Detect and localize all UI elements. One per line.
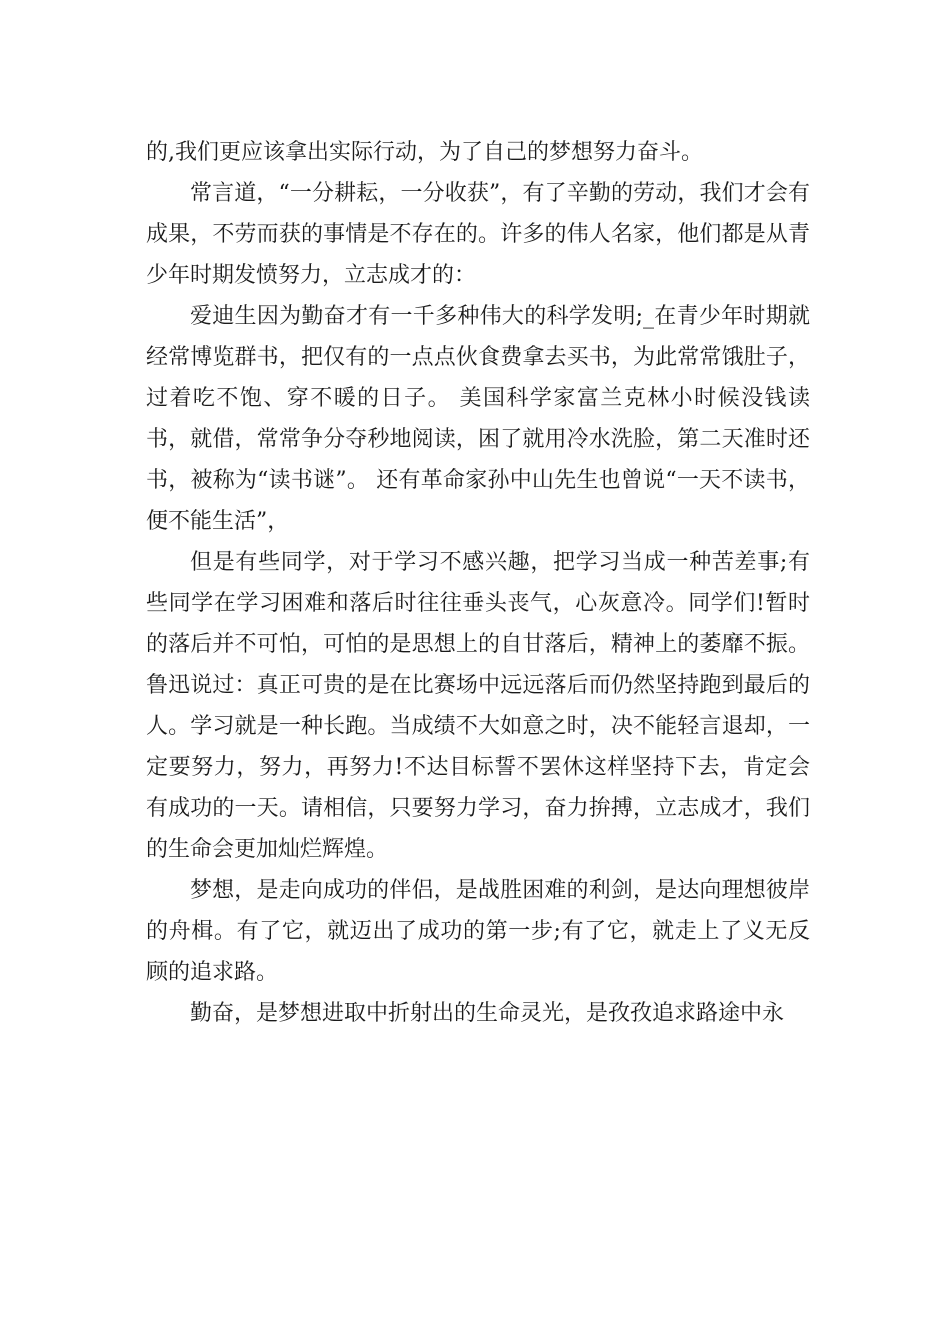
paragraph-diligence: 勤奋，是梦想进取中折射出的生命灵光，是孜孜追求路途中永 [190,1001,785,1026]
document-body [146,132,810,1034]
paragraph-examples: 爱迪生因为勤奋才有一千多种伟大的科学发明;_在青少年时期就经常博览群书，把仅有的一点点伙食费拿去买书，为此常常饿肚子，过着吃不饱、穿不暖的日子。 美国科学家富兰克林小时候没钱读书，就借，常常争分夺秒地阅读，困了就用冷水洗脸，第二天准时还书，被称为“读书谜”。 还有革命家孙中山先生也曾说“一天不读书，便不能生活”， [146,304,810,534]
paragraph-persistence: 但是有些同学，对于学习不感兴趣，把学习当成一种苦差事;有些同学在学习困难和落后时往往垂头丧气，心灰意冷。同学们!暂时的落后并不可怕，可怕的是思想上的自甘落后，精神上的萎靡不振。鲁迅说过：真正可贵的是在比赛场中远远落后而仍然坚持跑到最后的人。学习就是一种长跑。当成绩不大如意之时，决不能轻言退却，一定要努力，努力，再努力!不达目标誓不罢休这样坚持下去，肯定会有成功的一天。请相信，只要努力学习，奋力拚搏，立志成才，我们的生命会更加灿烂辉煌。 [146,550,810,862]
paragraph-continuation: 的,我们更应该拿出实际行动，为了自己的梦想努力奋斗。 [146,140,703,165]
paragraph-dream: 梦想，是走向成功的伴侣，是战胜困难的利剑，是达向理想彼岸的舟楫。有了它，就迈出了成功的第一步;有了它，就走上了义无反顾的追求路。 [146,878,810,985]
paragraph-proverb: 常言道，“一分耕耘，一分收获”，有了辛勤的劳动，我们才会有成果，不劳而获的事情是不存在的。许多的伟人名家，他们都是从青少年时期发愤努力，立志成才的： [146,181,810,288]
